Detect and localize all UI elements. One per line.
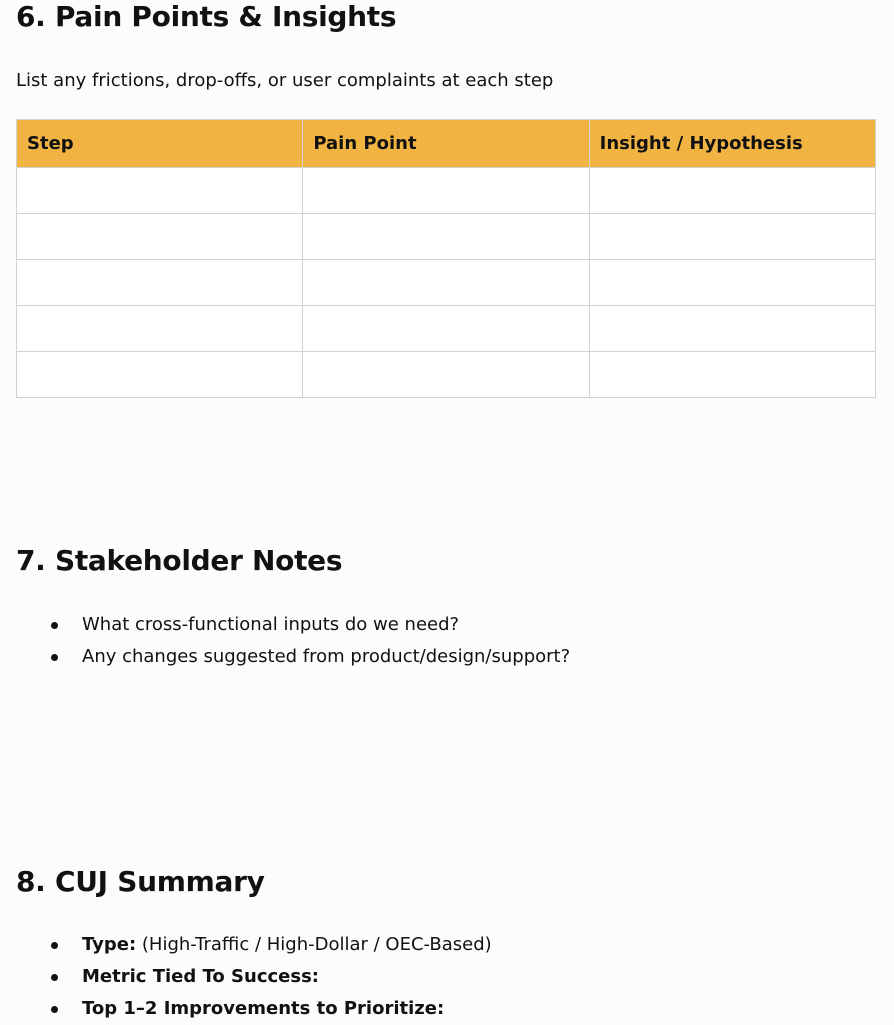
list-item: [16, 993, 492, 1025]
bullet-icon: [51, 974, 58, 981]
table-row: [17, 168, 876, 214]
list-item-text: Any changes suggested from product/design/support?: [82, 646, 571, 667]
column-header-insight: Insight / Hypothesis: [589, 120, 875, 168]
table-header-row: [17, 120, 876, 168]
table-cell[interactable]: [17, 352, 303, 398]
section-7-title: 7. Stakeholder Notes: [16, 544, 343, 577]
pain-points-table: [16, 119, 876, 398]
list-item: [16, 929, 492, 961]
cuj-summary-list: [16, 929, 492, 1025]
table-cell[interactable]: [303, 260, 589, 306]
stakeholder-notes-list: [16, 609, 570, 673]
table-cell[interactable]: [589, 168, 875, 214]
table-cell[interactable]: [589, 306, 875, 352]
summary-label-improvements: Top 1–2 Improvements to Prioritize:: [82, 998, 445, 1019]
column-header-pain-point: Pain Point: [303, 120, 589, 168]
summary-value-type: (High-Traffic / High-Dollar / OEC-Based): [141, 934, 492, 955]
table-cell[interactable]: [303, 168, 589, 214]
table-cell[interactable]: [589, 214, 875, 260]
list-item: [16, 641, 570, 673]
list-item: [16, 961, 492, 993]
table-cell[interactable]: [17, 214, 303, 260]
bullet-icon: [51, 654, 58, 661]
list-item-text: What cross-functional inputs do we need?: [82, 614, 460, 635]
summary-label-metric: Metric Tied To Success:: [82, 966, 319, 987]
table-cell[interactable]: [589, 352, 875, 398]
section-6-title: 6. Pain Points & Insights: [16, 0, 397, 33]
list-item: [16, 609, 570, 641]
table-cell[interactable]: [303, 306, 589, 352]
table-row: [17, 214, 876, 260]
table-cell[interactable]: [17, 260, 303, 306]
table-cell[interactable]: [303, 352, 589, 398]
table-cell[interactable]: [303, 214, 589, 260]
section-6-description: List any frictions, drop-offs, or user complaints at each step: [16, 70, 554, 91]
bullet-icon: [51, 1006, 58, 1013]
table-row: [17, 306, 876, 352]
table-cell[interactable]: [17, 168, 303, 214]
bullet-icon: [51, 622, 58, 629]
section-8-title: 8. CUJ Summary: [16, 865, 265, 898]
summary-label-type: Type:: [82, 934, 137, 955]
table-row: [17, 260, 876, 306]
column-header-step: Step: [17, 120, 303, 168]
table-cell[interactable]: [17, 306, 303, 352]
table-cell[interactable]: [589, 260, 875, 306]
table-row: [17, 352, 876, 398]
bullet-icon: [51, 942, 58, 949]
